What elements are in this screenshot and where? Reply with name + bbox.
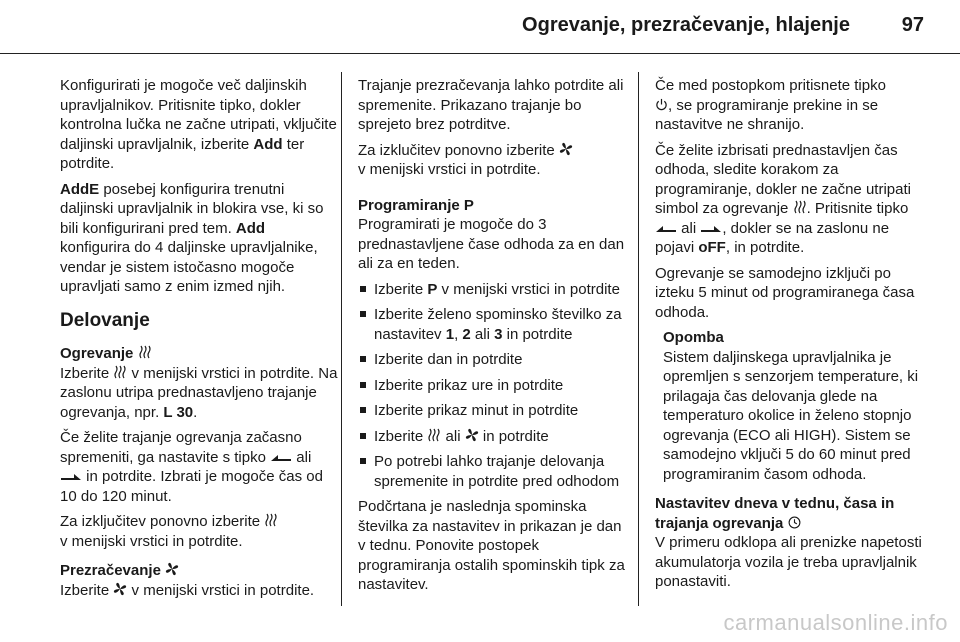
paragraph: Konfigurirati je mogoče več daljinskih upravljalnikov. Pritisnite tipko, dokler kontrolna lučka ne začne utripati, vključite daljinski upravljalnik, izberite Add ter potrdite. xyxy=(60,77,337,172)
power-icon xyxy=(655,98,668,111)
paragraph: AddE posebej konfigurira trenutni daljinski upravljalnik in blokira vse, ki so bili konfigurirani pred tem. Add konfigurira do 4 daljinske upravljalnike, vendar je sistem istočasno mogoče upravljati samo z enim izmed njih. xyxy=(60,180,324,295)
column-3 xyxy=(655,76,927,598)
paragraph: Trajanje prezračevanja lahko potrdite ali spremenite. Prikazano trajanje bo sprejeto brez potrditve. xyxy=(358,77,624,133)
fan-icon xyxy=(559,142,573,156)
column-2 xyxy=(358,76,628,601)
paragraph: Za izključitev ponovno izberite v menijski vrstici in potrdite. xyxy=(60,512,338,551)
arrow-left-icon xyxy=(655,224,677,234)
off-value: oFF xyxy=(698,239,726,256)
header-divider xyxy=(0,53,960,54)
watermark: carmanualsonline.info xyxy=(723,610,948,635)
paragraph: Izberite v menijski vrstici in potrdite. Na zaslonu utripa prednastavljeno trajanje ogrevanja, npr. L 30. xyxy=(60,364,338,421)
column-divider-1 xyxy=(341,72,342,606)
note-text: Sistem daljinskega upravljalnika je opremljen s senzorjem temperature, ki prilagaja čas delovanja glede na temperaturo okolice in želeno stopnjo ogrevanja (ECO ali HIGH). Sistem se samodejno vključi 5 do 60 minut pred programiranim časom odhoda. xyxy=(663,348,919,483)
note-title: Opomba xyxy=(663,329,724,346)
list-item: Izberite dan in potrdite xyxy=(358,350,628,370)
heating-icon xyxy=(138,345,152,359)
page-title: Ogrevanje, prezračevanje, hlajenje xyxy=(522,14,850,36)
arrow-right-icon xyxy=(60,472,82,482)
paragraph: Če želite trajanje ogrevanja začasno spremeniti, ga nastavite s tipko ali in potrdite. Izbrati je mogoče čas od 10 do 120 minut. xyxy=(60,429,323,505)
list-item: Izberite prikaz minut in potrdite xyxy=(358,401,628,421)
heating-icon xyxy=(793,200,807,214)
fan-icon xyxy=(165,562,179,576)
arrow-left-icon xyxy=(270,453,292,463)
add-key: Add xyxy=(235,219,266,237)
steps-list xyxy=(358,280,628,492)
list-item: Izberite P v menijski vrstici in potrdite xyxy=(358,280,628,300)
page-number: 97 xyxy=(901,14,924,36)
list-item: Izberite ali in potrdite xyxy=(358,427,628,447)
section-title: Delovanje xyxy=(60,309,150,331)
duration-value: L 30 xyxy=(163,403,194,421)
clock-icon xyxy=(788,516,801,529)
paragraph: Izberite v menijski vrstici in potrdite. xyxy=(60,581,315,599)
ventilation-heading: Prezračevanje xyxy=(60,561,338,581)
programming-heading: Programiranje P xyxy=(358,196,474,214)
add-key: Add xyxy=(253,135,283,153)
column-1 xyxy=(60,76,338,606)
adde-key: AddE xyxy=(60,180,100,198)
heating-icon xyxy=(264,513,278,527)
heating-icon xyxy=(113,365,127,379)
list-item: Izberite prikaz ure in potrdite xyxy=(358,376,628,396)
heating-heading: Ogrevanje xyxy=(60,344,338,364)
paragraph: Podčrtana je naslednja spominska številka za nastavitev in prikazan je dan v tednu. Ponovite postopek programiranja ostalih spominskih tipk za nastavitev. xyxy=(358,498,625,593)
paragraph: Programirati je mogoče do 3 prednastavljene čase odhoda za en dan ali za en teden. xyxy=(358,216,625,272)
arrow-right-icon xyxy=(700,224,722,234)
paragraph: Če med postopkom pritisnete tipko , se programiranje prekine in se nastavitve ne shranijo. xyxy=(655,77,886,133)
fan-icon xyxy=(113,582,127,596)
list-item: Po potrebi lahko trajanje delovanja spremenite in potrdite pred odhodom xyxy=(358,452,628,491)
heating-icon xyxy=(427,428,441,442)
list-item: Izberite želeno spominsko številko za nastavitev 1, 2 ali 3 in potrdite xyxy=(358,305,628,344)
fan-icon xyxy=(465,428,479,442)
paragraph: Za izklučitev ponovno izberite v menijski vrstici in potrdite. xyxy=(358,141,628,180)
paragraph: Ogrevanje se samodejno izklјuči po izteku 5 minut od programiranega časa odhoda. xyxy=(655,264,915,321)
day-time-heading: Nastavitev dneva v tednu, časa in trajanja ogrevanja xyxy=(655,495,895,532)
paragraph: Če želite izbrisati prednastavljen čas odhoda, sledite korakom za programiranje, dokler ne začne utripati simbol za ogrevanje . Pritisnite tipko ali , dokler se na zaslonu ne pojavi oFF, in potrdite. xyxy=(655,141,911,256)
note-box xyxy=(663,328,927,484)
page-header xyxy=(0,0,960,54)
paragraph: V primeru odklopa ali prenizke napetosti akumulatorja vozila je treba upravljalnik ponastaviti. xyxy=(655,534,922,590)
column-divider-2 xyxy=(638,72,639,606)
